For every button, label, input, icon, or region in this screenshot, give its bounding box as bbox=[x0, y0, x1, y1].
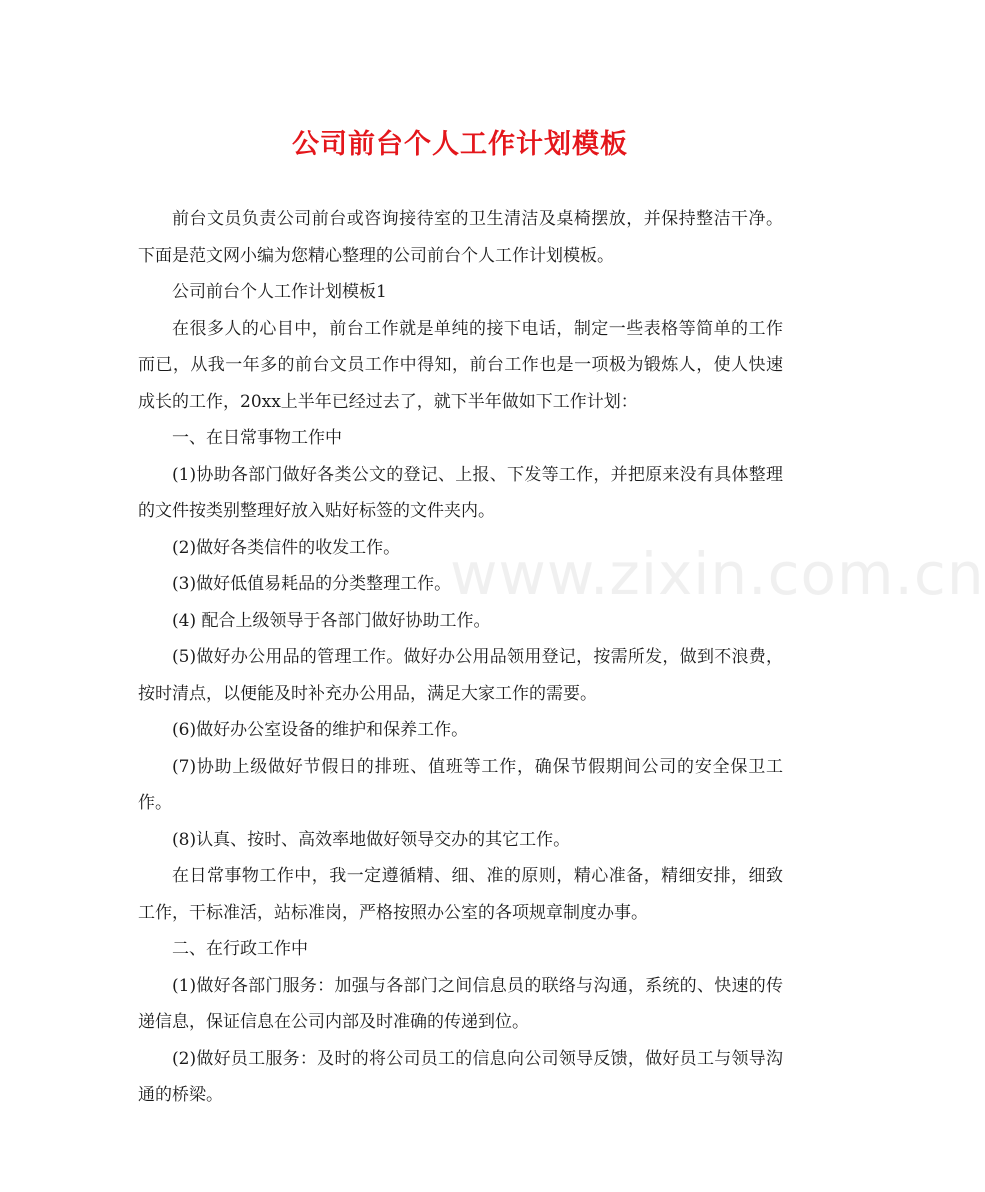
list-item: (3)做好低值易耗品的分类整理工作。 bbox=[172, 574, 452, 594]
document-body bbox=[138, 201, 783, 1114]
paragraph: 在很多人的心目中，前台工作就是单纯的接下电话，制定一些表格等简单的工作而已，从我一年多的前台文员工作中得知，前台工作也是一项极为锻炼人，使人快速成长的工作，20xx上半年已经过去了，就下半年做如下工作计划： bbox=[138, 318, 783, 412]
section-heading-admin: 二、在行政工作中 bbox=[172, 939, 308, 959]
list-item: (1)做好各部门服务：加强与各部门之间信息员的联络与沟通，系统的、快速的传递信息，保证信息在公司内部及时准确的传递到位。 bbox=[138, 975, 783, 1032]
list-item: (4) 配合上级领导于各部门做好协助工作。 bbox=[172, 610, 491, 631]
section-heading-daily: 一、在日常事物工作中 bbox=[172, 428, 342, 448]
list-item: (1)协助各部门做好各类公文的登记、上报、下发等工作，并把原来没有具体整理的文件按类别整理好放入贴好标签的文件夹内。 bbox=[138, 464, 783, 521]
list-item: (2)做好员工服务：及时的将公司员工的信息向公司领导反馈，做好员工与领导沟通的桥梁。 bbox=[138, 1048, 783, 1105]
paragraph-intro: 前台文员负责公司前台或咨询接待室的卫生清洁及桌椅摆放，并保持整洁干净。下面是范文网小编为您精心整理的公司前台个人工作计划模板。 bbox=[138, 209, 783, 266]
list-item: (7)协助上级做好节假日的排班、值班等工作，确保节假期间公司的安全保卫工作。 bbox=[138, 756, 783, 813]
list-item: (6)做好办公室设备的维护和保养工作。 bbox=[172, 720, 469, 740]
list-item: (5)做好办公用品的管理工作。做好办公用品领用登记，按需所发，做到不浪费，按时清点，以便能及时补充办公用品，满足大家工作的需要。 bbox=[138, 647, 783, 704]
document-title: 公司前台个人工作计划模板 bbox=[292, 129, 628, 160]
list-item: (2)做好各类信件的收发工作。 bbox=[172, 537, 401, 558]
paragraph-template-heading: 公司前台个人工作计划模板1 bbox=[172, 282, 387, 302]
paragraph: 在日常事物工作中，我一定遵循精、细、准的原则，精心准备，精细安排，细致工作，干标准活，站标准岗，严格按照办公室的各项规章制度办事。 bbox=[138, 866, 783, 923]
list-item: (8)认真、按时、高效率地做好领导交办的其它工作。 bbox=[172, 829, 571, 850]
watermark: www.zixin.com.cn bbox=[450, 540, 985, 608]
